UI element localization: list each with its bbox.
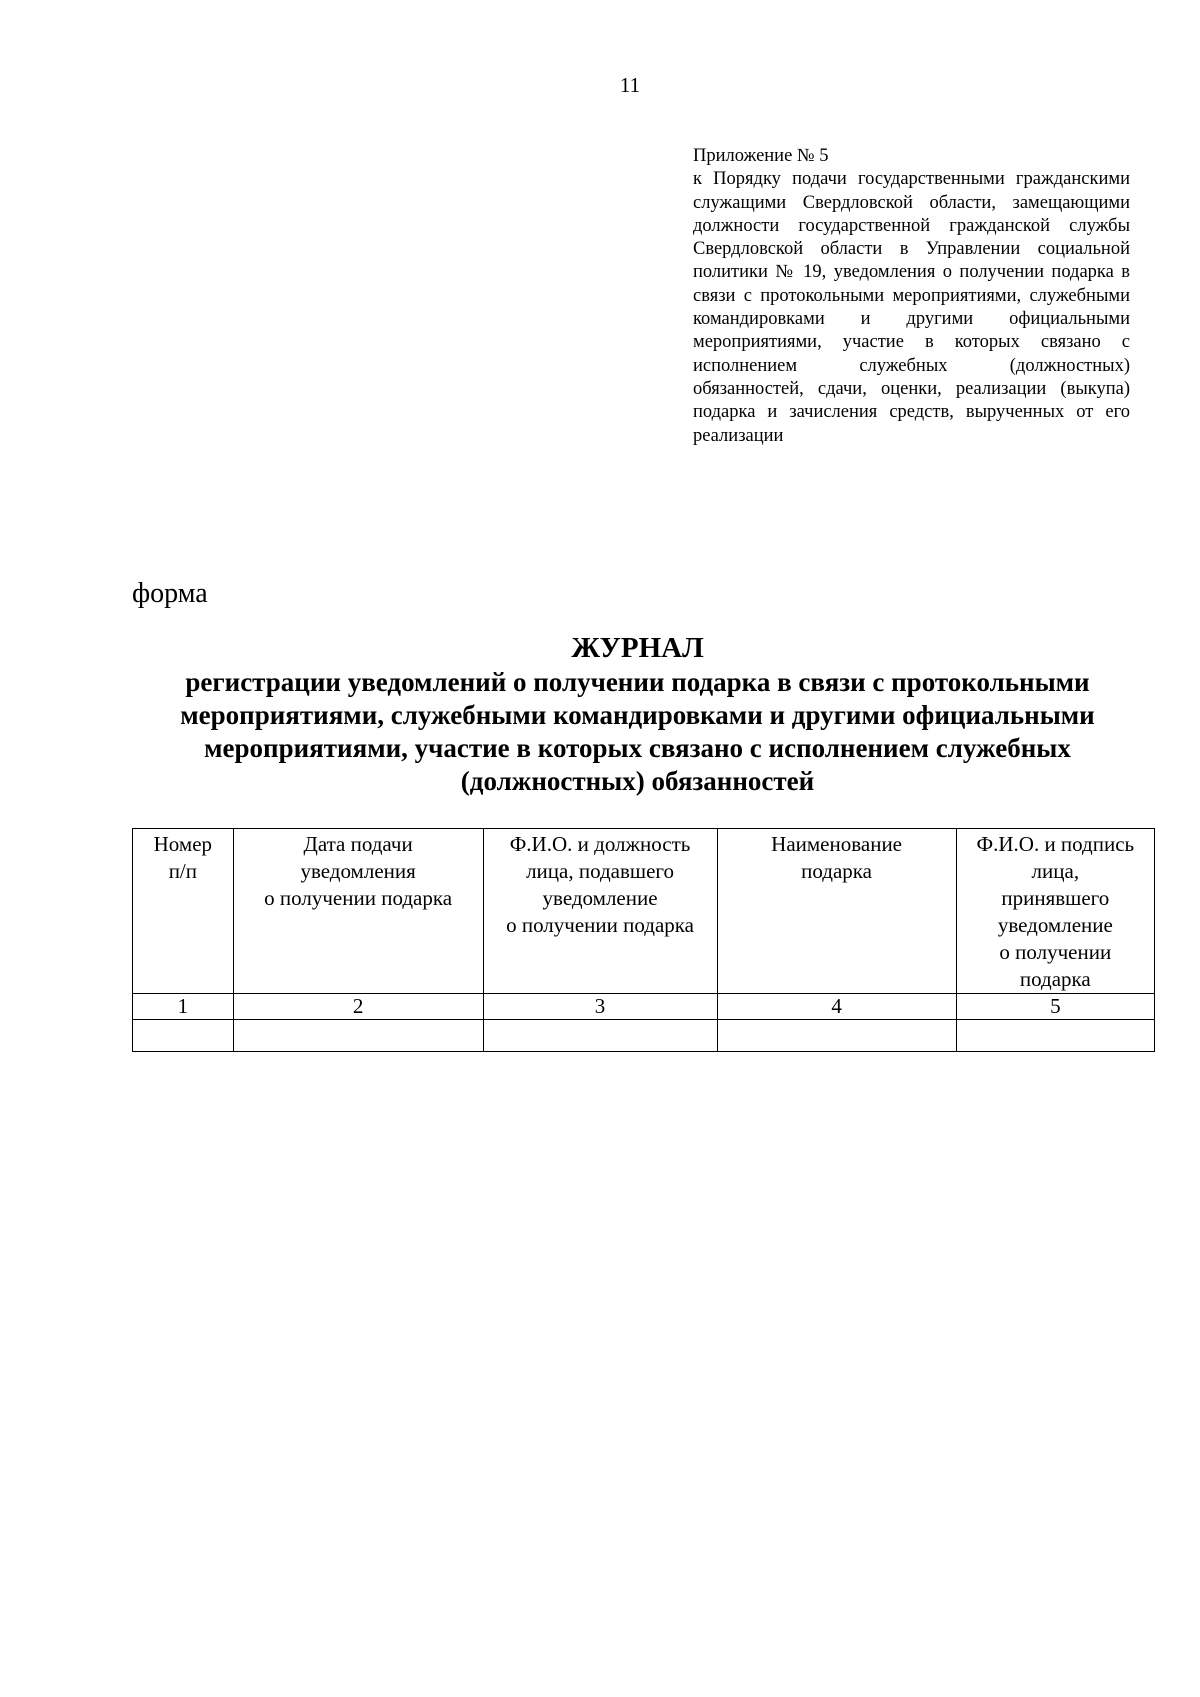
subtitle-line: (должностных) обязанностей <box>460 766 815 796</box>
empty-cell <box>233 1020 483 1052</box>
table-header-row <box>133 829 1155 994</box>
header-text: о получении подарка <box>506 913 694 937</box>
table-row <box>133 1020 1155 1052</box>
header-text: Ф.И.О. и должность <box>509 832 691 856</box>
column-number-cell: 1 <box>133 994 234 1020</box>
header-text: лица, подавшего <box>526 859 674 883</box>
header-text: подарка <box>801 859 873 883</box>
column-number-cell: 5 <box>956 994 1154 1020</box>
column-number-cell: 4 <box>717 994 956 1020</box>
appendix-note <box>693 145 1130 448</box>
empty-cell <box>133 1020 234 1052</box>
header-cell-submitter <box>483 829 717 994</box>
journal-table <box>132 828 1155 1052</box>
column-number-row <box>133 994 1155 1020</box>
header-text: Номер <box>153 832 213 856</box>
header-cell-date <box>233 829 483 994</box>
header-cell-receiver <box>956 829 1154 994</box>
subtitle-line: мероприятиями, служебными командировками и другими официальными <box>180 700 1095 730</box>
header-text: лица, <box>1031 859 1080 883</box>
empty-cell <box>483 1020 717 1052</box>
column-number-cell: 2 <box>233 994 483 1020</box>
header-text: подарка <box>1019 967 1091 991</box>
subtitle-line: мероприятиями, участие в которых связано с исполнением служебных <box>204 733 1071 763</box>
header-text: Дата подачи <box>303 832 413 856</box>
header-text: уведомление <box>542 886 658 910</box>
page-number: 11 <box>619 73 641 97</box>
appendix-title: Приложение № 5 <box>693 146 829 166</box>
header-text: о получении <box>999 940 1112 964</box>
form-label: форма <box>132 578 208 609</box>
empty-cell <box>717 1020 956 1052</box>
header-text: уведомления <box>300 859 416 883</box>
appendix-text: к Порядку подачи государственными гражданскими служащими Свердловской области, замещающими должности государственной гражданской службы Свердловской области в Управлении социальной политики № 19, уведомления о получении подарка в связи с протокольными мероприятиями, служебными командировками и другими официальными мероприятиями, участие в которых связано с исполнением служебных (должностных) обязанностей, сдачи, оценки, реализации (выкупа) подарка и зачисления средств, вырученных от его реализации <box>693 169 1130 446</box>
header-text: Ф.И.О. и подпись <box>976 832 1135 856</box>
header-text: Наименование <box>771 832 903 856</box>
journal-title-block <box>130 630 1145 798</box>
journal-title: ЖУРНАЛ <box>571 632 704 664</box>
column-number-cell: 3 <box>483 994 717 1020</box>
header-text: принявшего <box>1001 886 1110 910</box>
header-text: о получении подарка <box>264 886 453 910</box>
header-cell-gift-name <box>717 829 956 994</box>
subtitle-line: регистрации уведомлений о получении подарка в связи с протокольными <box>185 667 1090 697</box>
journal-subtitle <box>130 666 1145 798</box>
empty-cell <box>956 1020 1154 1052</box>
header-text: уведомление <box>997 913 1113 937</box>
header-cell-number <box>133 829 234 994</box>
header-text: п/п <box>168 859 197 883</box>
